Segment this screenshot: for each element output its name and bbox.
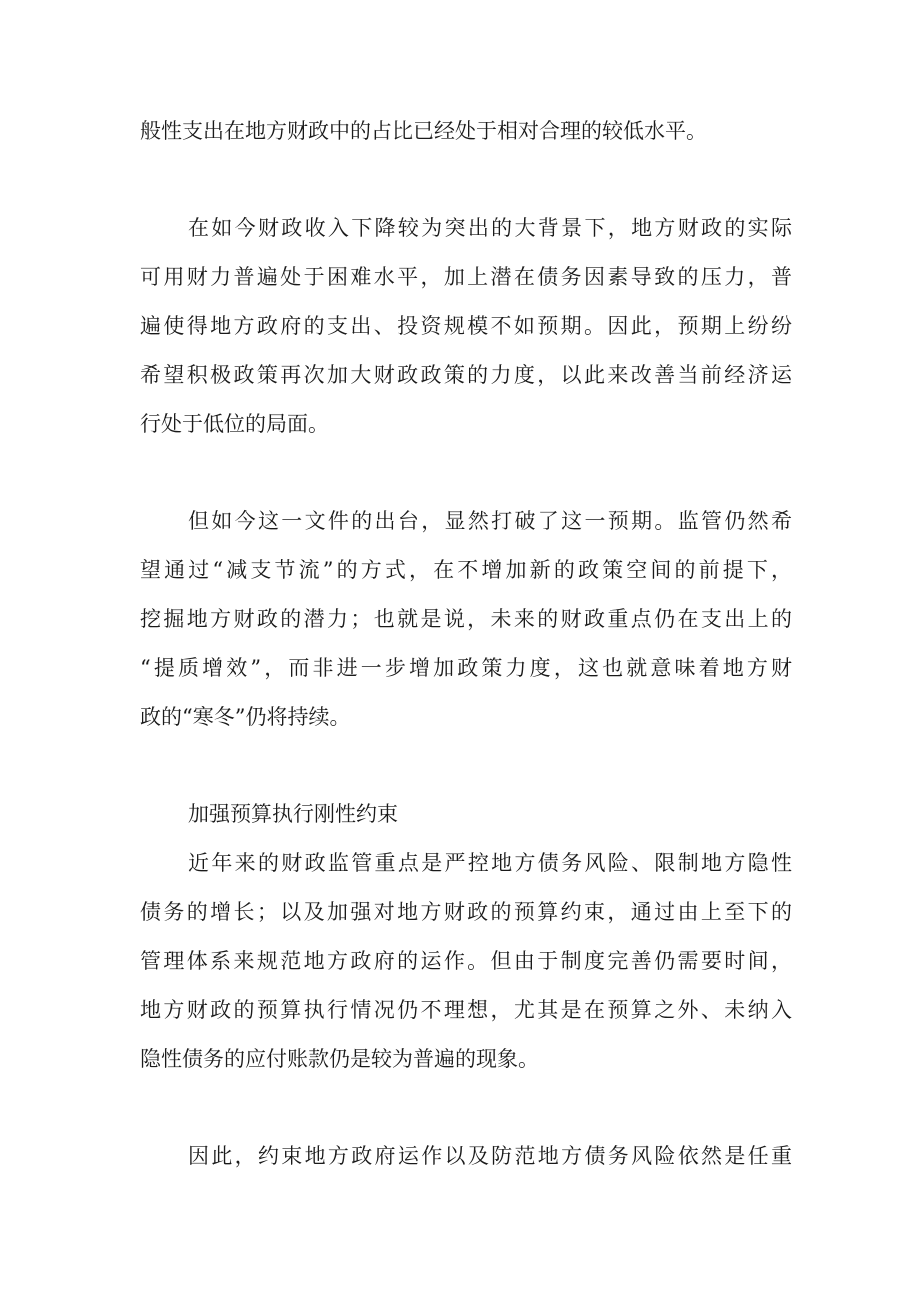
paragraph-line: 遍使得地方政府的支出、投资规模不如预期。因此，预期上纷纷 (140, 314, 792, 338)
paragraph-line: 挖掘地方财政的潜力；也就是说，未来的财政重点仍在支出上的 (140, 607, 792, 631)
paragraph-line: 债务的增长；以及加强对地方财政的预算约束，通过由上至下的 (140, 900, 792, 924)
paragraph-line: 地方财政的预算执行情况仍不理想，尤其是在预算之外、未纳入 (140, 998, 792, 1022)
paragraph-line: 政的“寒冬”仍将持续。 (140, 705, 351, 729)
paragraph-line: 近年来的财政监管重点是严控地方债务风险、限制地方隐性 (188, 851, 792, 875)
paragraph-line: 望通过“减支节流”的方式，在不增加新的政策空间的前提下， (140, 558, 792, 582)
paragraph-line: 隐性债务的应付账款仍是较为普遍的现象。 (140, 1047, 539, 1071)
section-heading: 加强预算执行刚性约束 (188, 802, 398, 826)
paragraph-line: 希望积极政策再次加大财政政策的力度，以此来改善当前经济运 (140, 363, 792, 387)
paragraph-line: 管理体系来规范地方政府的运作。但由于制度完善仍需要时间， (140, 949, 792, 973)
paragraph-line: 但如今这一文件的出台，显然打破了这一预期。监管仍然希 (188, 509, 792, 533)
paragraph-line: 因此，约束地方政府运作以及防范地方债务风险依然是任重 (188, 1144, 792, 1168)
paragraph-line: “提质增效”，而非进一步增加政策力度，这也就意味着地方财 (140, 656, 792, 680)
paragraph-line: 在如今财政收入下降较为突出的大背景下，地方财政的实际 (188, 216, 792, 240)
paragraph-line: 般性支出在地方财政中的占比已经处于相对合理的较低水平。 (140, 119, 707, 143)
paragraph-line: 行处于低位的局面。 (140, 412, 329, 436)
paragraph-line: 可用财力普遍处于困难水平，加上潜在债务因素导致的压力，普 (140, 265, 792, 289)
